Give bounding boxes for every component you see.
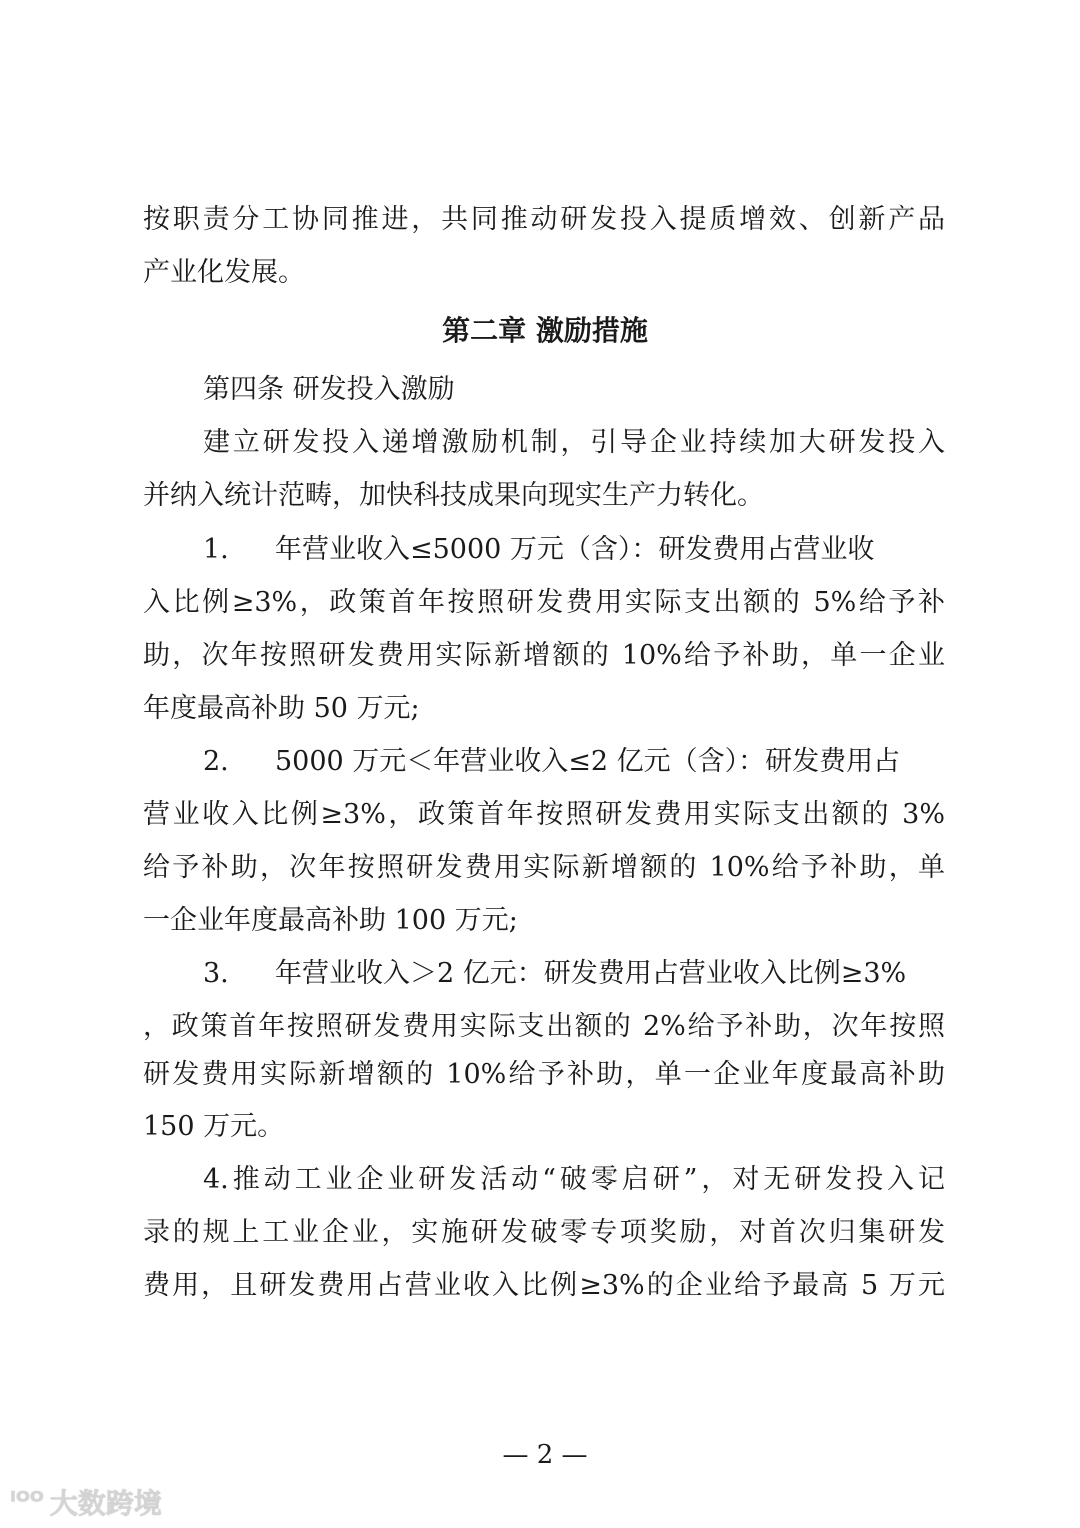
watermark-text: 大数跨境 bbox=[49, 1487, 162, 1520]
item-text: 5000 万元＜年营业收入≤2 亿元（含）：研发费用占 bbox=[275, 746, 901, 777]
list-item-3-first-line bbox=[203, 956, 945, 992]
page-number: — 2 — bbox=[502, 1440, 588, 1470]
watermark-logo-icon: ᑊᴼᴼ bbox=[10, 1487, 44, 1517]
item-number: 2. bbox=[203, 746, 229, 777]
list-item-2-first-line bbox=[203, 744, 945, 780]
watermark bbox=[10, 1482, 162, 1522]
article-title: 第四条 研发投入激励 bbox=[203, 374, 455, 405]
body-line: 费用，且研发费用占营业收入比例≥3%的企业给予最高 5 万元 bbox=[143, 1270, 945, 1301]
item-text: 年营业收入＞2 亿元：研发费用占营业收入比例≥3% bbox=[275, 958, 907, 989]
body-line: 一企业年度最高补助 100 万元; bbox=[143, 905, 518, 936]
body-line: 录的规上工业企业，实施研发破零专项奖励，对首次归集研发 bbox=[143, 1217, 945, 1248]
body-line: 助，次年按照研发费用实际新增额的 10%给予补助，单一企业 bbox=[143, 640, 945, 671]
list-item-1-first-line bbox=[203, 532, 945, 568]
body-line: 研发费用实际新增额的 10%给予补助，单一企业年度最高补助 bbox=[143, 1059, 945, 1090]
chapter-heading: 第二章 激励措施 bbox=[442, 314, 648, 347]
body-line: 年度最高补助 50 万元; bbox=[143, 693, 420, 724]
item-text: 年营业收入≤5000 万元（含）：研发费用占营业收 bbox=[275, 534, 875, 565]
body-line: ，政策首年按照研发费用实际支出额的 2%给予补助，次年按照 bbox=[143, 1011, 945, 1042]
body-line: 产业化发展。 bbox=[143, 257, 305, 288]
body-line: 150 万元。 bbox=[143, 1111, 285, 1142]
item-number: 1. bbox=[203, 534, 229, 565]
body-line: 建立研发投入递增激励机制，引导企业持续加大研发投入 bbox=[203, 427, 945, 458]
body-line: 按职责分工协同推进，共同推动研发投入提质增效、创新产品 bbox=[143, 204, 945, 235]
body-line: 并纳入统计范畴，加快科技成果向现实生产力转化。 bbox=[143, 480, 764, 511]
body-line: 给予补助，次年按照研发费用实际新增额的 10%给予补助，单 bbox=[143, 852, 945, 883]
list-item-4-first-line: 4.推动工业企业研发活动“破零启研”，对无研发投入记 bbox=[203, 1164, 945, 1195]
body-line: 入比例≥3%，政策首年按照研发费用实际支出额的 5%给予补 bbox=[143, 587, 945, 618]
body-line: 营业收入比例≥3%，政策首年按照研发费用实际支出额的 3% bbox=[143, 799, 945, 830]
item-number: 3. bbox=[203, 958, 229, 989]
